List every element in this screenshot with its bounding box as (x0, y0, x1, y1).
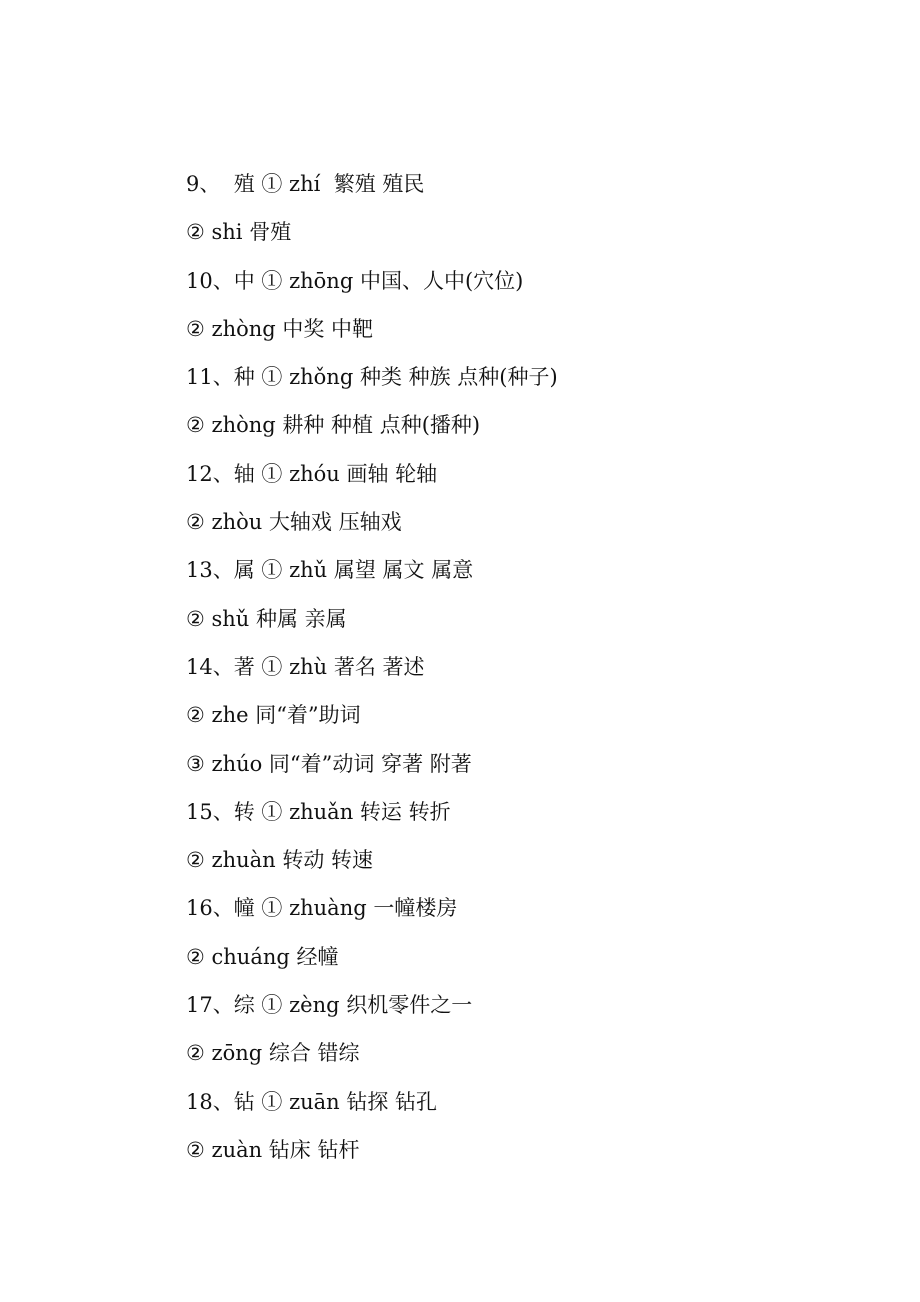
entry-14-line-1: 14、著 ① zhù 著名 著述 (186, 654, 425, 679)
entry-11-line-1: 11、种 ① zhǒng 种类 种族 点种(种子) (186, 365, 558, 390)
entry-9-line-2: ② shi 骨殖 (186, 220, 292, 245)
entry-17-line-1: 17、综 ① zèng 织机零件之一 (186, 993, 473, 1018)
entry-18-line-2: ② zuàn 钻床 钻杆 (186, 1137, 360, 1162)
entry-15-line-2: ② zhuàn 转动 转速 (186, 848, 374, 873)
entry-18-line-1: 18、钻 ① zuān 钻探 钻孔 (186, 1089, 438, 1114)
entry-12-line-2: ② zhòu 大轴戏 压轴戏 (186, 510, 402, 535)
entry-13-line-2: ② shǔ 种属 亲属 (186, 606, 347, 631)
entry-14-line-3: ③ zhúo 同“着”动词 穿著 附著 (186, 751, 472, 776)
entry-16-line-1: 16、幢 ① zhuàng 一幢楼房 (186, 896, 458, 921)
entry-17-line-2: ② zōng 综合 错综 (186, 1041, 360, 1066)
entry-13-line-1: 13、属 ① zhǔ 属望 属文 属意 (186, 558, 474, 583)
entry-9-line-1: 9、 殖 ① zhí 繁殖 殖民 (186, 172, 425, 196)
entry-14-line-2: ② zhe 同“着”助词 (186, 703, 361, 728)
entry-15-line-1: 15、转 ① zhuǎn 转运 转折 (186, 799, 451, 824)
entry-10-line-1: 10、中 ① zhōng 中国、人中(穴位) (186, 268, 524, 293)
entry-12-line-1: 12、轴 ① zhóu 画轴 轮轴 (186, 461, 438, 486)
entry-10-line-2: ② zhòng 中奖 中靶 (186, 316, 374, 341)
entry-11-line-2: ② zhòng 耕种 种植 点种(播种) (186, 413, 481, 438)
entry-16-line-2: ② chuáng 经幢 (186, 944, 339, 969)
polyphonic-character-list (186, 160, 886, 1174)
